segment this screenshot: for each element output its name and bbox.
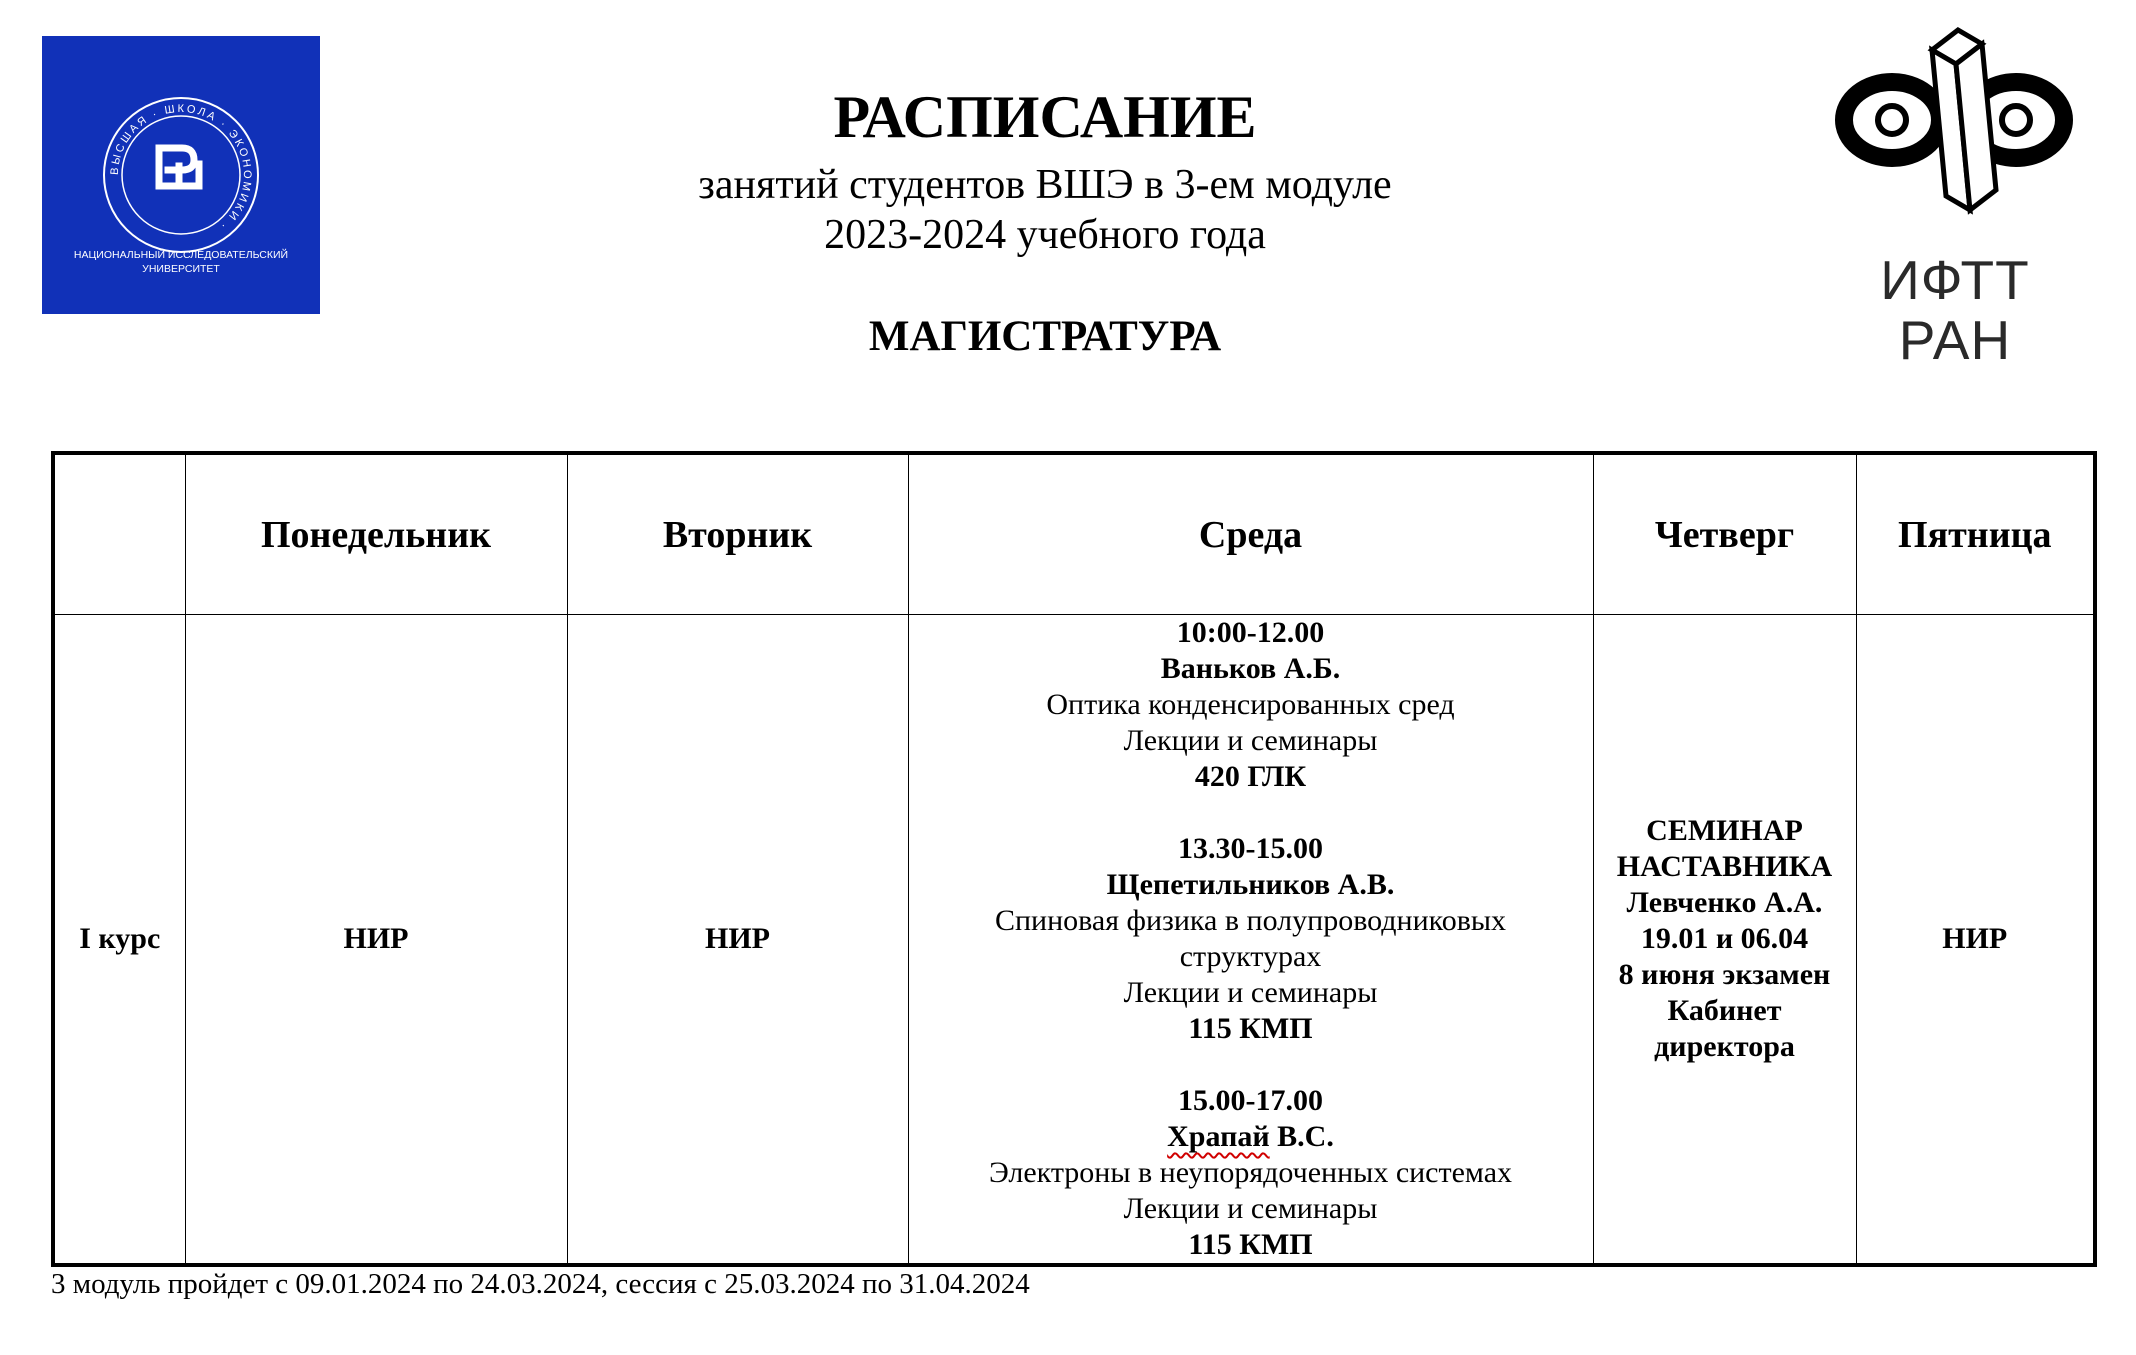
- header-cell-friday: Пятница: [1856, 453, 2095, 615]
- iftt-logo: [1820, 20, 2090, 371]
- hse-logo: [42, 36, 320, 314]
- class-time: 13.30-15.00: [1178, 832, 1323, 865]
- table-header-row: [53, 453, 2095, 615]
- class-time: 10:00-12.00: [1176, 616, 1325, 649]
- class-subject-cont: структурах: [1179, 940, 1322, 973]
- thursday-line: 8 июня экзамен: [1618, 958, 1831, 991]
- spellcheck-marked-word: Храпай: [1167, 1120, 1270, 1153]
- class-room: 420 ГЛК: [1194, 760, 1307, 793]
- iftt-emblem-icon: [1820, 20, 2090, 250]
- thursday-cell: [1593, 615, 1856, 1266]
- class-teacher: [909, 1119, 1593, 1155]
- thursday-line: НАСТАВНИКА: [1616, 850, 1833, 883]
- class-subject: Спиновая физика в полупроводниковых: [994, 904, 1507, 937]
- subtitle-line2: 2023-2024 учебного года: [824, 212, 1266, 258]
- thursday-line: 19.01 и 06.04: [1640, 922, 1809, 955]
- degree-heading: МАГИСТРАТУРА: [868, 313, 1222, 360]
- wednesday-cell: [908, 615, 1593, 1266]
- svg-text:ВЫСШАЯ · ШКОЛА · ЭКОНОМИКИ ·: ВЫСШАЯ · ШКОЛА · ЭКОНОМИКИ ·: [108, 102, 254, 234]
- class-teacher: Ваньков А.Б.: [1160, 652, 1341, 685]
- tuesday-cell: НИР: [567, 615, 908, 1266]
- thursday-line: СЕМИНАР: [1646, 814, 1803, 847]
- footnote: 3 модуль пройдет с 09.01.2024 по 24.03.2024, сессия с 25.03.2024 по 31.04.2024: [51, 1268, 1030, 1300]
- header-cell-wednesday: Среда: [908, 453, 1593, 615]
- schedule-table: [51, 451, 2097, 1267]
- iftt-logo-text: ИФТТ РАН: [1880, 249, 2030, 371]
- class-room: 115 КМП: [1188, 1012, 1313, 1045]
- teacher-initials: В.С.: [1269, 1120, 1334, 1153]
- page-title: РАСПИСАНИЕ: [833, 84, 1257, 150]
- monday-cell: НИР: [185, 615, 567, 1266]
- hse-caption: [42, 248, 320, 276]
- header-cell-thursday: Четверг: [1593, 453, 1856, 615]
- thursday-line: Кабинет: [1667, 994, 1782, 1027]
- class-format: Лекции и семинары: [1123, 724, 1378, 757]
- class-room: 115 КМП: [1188, 1228, 1313, 1261]
- class-format: Лекции и семинары: [1123, 1192, 1378, 1225]
- thursday-line: Левченко А.А.: [1626, 886, 1823, 919]
- class-subject: Электроны в неупорядоченных системах: [988, 1156, 1513, 1189]
- friday-cell: НИР: [1856, 615, 2095, 1266]
- class-block-3: [909, 1083, 1593, 1263]
- header-cell-tuesday: Вторник: [567, 453, 908, 615]
- class-time: 15.00-17.00: [1178, 1084, 1323, 1117]
- table-row: [53, 615, 2095, 1266]
- subtitle-line1: занятий студентов ВШЭ в 3-ем модуле: [698, 162, 1392, 208]
- thursday-line: директора: [1654, 1030, 1795, 1063]
- hse-caption-line2: УНИВЕРСИТЕТ: [142, 263, 220, 275]
- hse-caption-line1: НАЦИОНАЛЬНЫЙ ИССЛЕДОВАТЕЛЬСКИЙ: [73, 249, 289, 261]
- class-block-2: [909, 831, 1593, 1047]
- header-cell-monday: Понедельник: [185, 453, 567, 615]
- course-cell: I курс: [53, 615, 185, 1266]
- class-format: Лекции и семинары: [1123, 976, 1378, 1009]
- class-subject: Оптика конденсированных сред: [1046, 688, 1455, 721]
- header-cell-empty: [53, 453, 185, 615]
- class-teacher: Щепетильников А.В.: [1106, 868, 1395, 901]
- class-block-1: [909, 615, 1593, 795]
